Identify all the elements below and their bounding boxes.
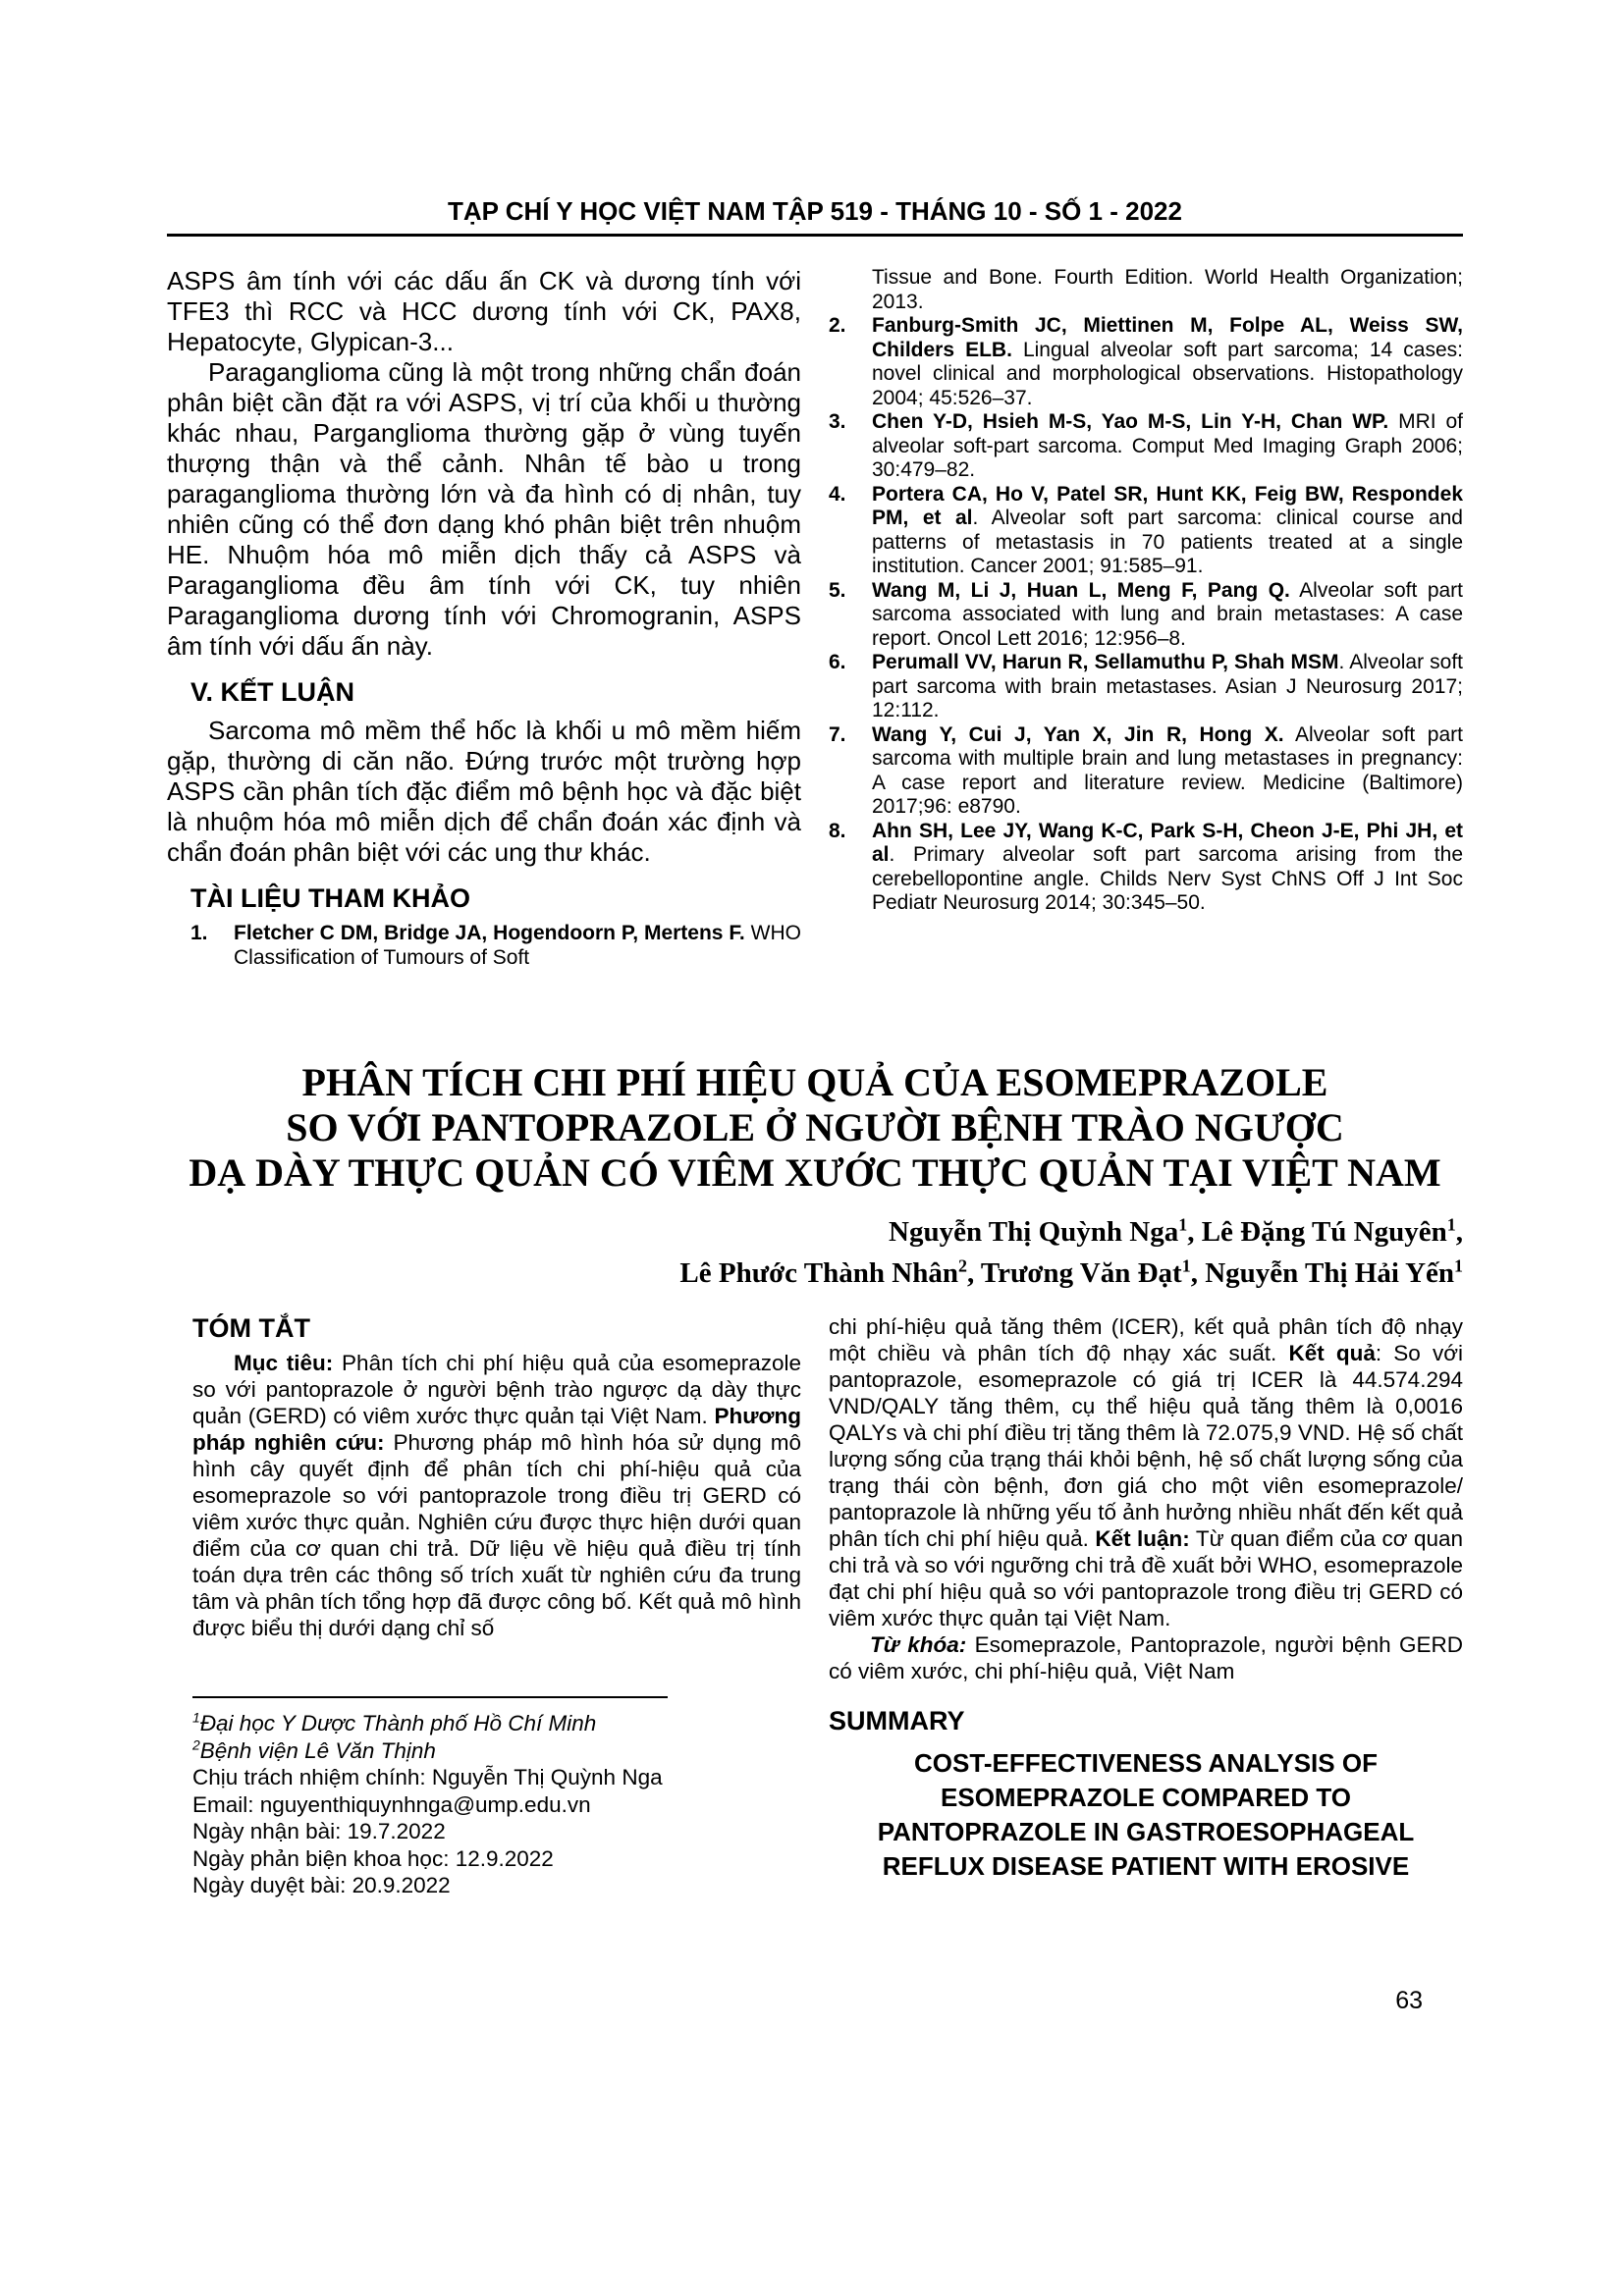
- reference-item: [829, 483, 1463, 579]
- reference-text: Wang Y, Cui J, Yan X, Jin R, Hong X. Alveolar soft part sarcoma with multiple brain and lung metastases in pregnancy: A case report and literature review. Medicine (Baltimore) 2017;96: e8790.: [872, 722, 1463, 818]
- references-list-right: [829, 266, 1463, 916]
- article2-title: [167, 1060, 1463, 1196]
- references-heading: TÀI LIỆU THAM KHẢO: [190, 883, 470, 913]
- article1-columns: [167, 266, 1463, 970]
- reference-text: Portera CA, Ho V, Patel SR, Hunt KK, Feig BW, Respondek PM, et al. Alveolar soft part sarcoma: clinical course and patterns of metastasis in 70 patients treated at a single institution. Cancer 2001; 91:585–91.: [872, 482, 1463, 577]
- abstract-paragraph-right: chi phí-hiệu quả tăng thêm (ICER), kết quả phân tích độ nhạy một chiều và phân tích độ nhạy xác suất. Kết quả: So với pantoprazole, esomeprazole có giá trị ICER là 44.574.294 VND/QALY tăng thêm, cụ thể hiệu quả tăng thêm là 0,0016 QALYs và chi phí điều trị tăng thêm là 72.075,9 VND. Hệ số chất lượng sống của trạng thái khỏi bệnh, hệ số chất lượng sống của trạng thái còn bệnh, đơn giá cho một viên esomeprazole/ pantoprazole là những yếu tố ảnh hưởng nhiều nhất đến kết quả phân tích chi phí hiệu quả. Kết luận: Từ quan điểm của cơ quan chi trả và so với ngưỡng chi trả đề xuất bởi WHO, esomeprazole đạt chi phí hiệu quả so với pantoprazole trong điều trị GERD có viêm xước thực quản tại Việt Nam.: [829, 1314, 1463, 1630]
- footnote-line: Ngày nhận bài: 19.7.2022: [192, 1819, 446, 1843]
- article2-title-line: PHÂN TÍCH CHI PHÍ HIỆU QUẢ CỦA ESOMEPRAZOLE: [301, 1060, 1328, 1104]
- reference-item: [829, 314, 1463, 410]
- article2-columns: [167, 1313, 1463, 1899]
- reference-item: [829, 410, 1463, 483]
- reference-item: [829, 723, 1463, 820]
- reference-text: Wang M, Li J, Huan L, Meng F, Pang Q. Alveolar soft part sarcoma associated with lung and brain metastases: A case report. Oncol Lett 2016; 12:956–8.: [872, 578, 1464, 650]
- journal-header: TẠP CHÍ Y HỌC VIỆT NAM TẬP 519 - THÁNG 10 - SỐ 1 - 2022: [167, 196, 1463, 237]
- reference-number: 3.: [829, 410, 846, 433]
- conclusion-paragraph: Sarcoma mô mềm thể hốc là khối u mô mềm hiếm gặp, thường di căn não. Đứng trước một trường hợp ASPS cần phân tích đặc điểm mô bệnh học và đặc biệt là nhuộm hóa mô miễn dịch để chẩn đoán xác định và chẩn đoán phân biệt với các ung thư khác.: [167, 716, 801, 867]
- reference-text: Ahn SH, Lee JY, Wang K-C, Park S-H, Cheon J-E, Phi JH, et al. Primary alveolar soft part sarcoma arising from the cerebellopontine angle. Childs Nerv Syst ChNS Off J Int Soc Pediatr Neurosurg 2014; 30:345–50.: [872, 819, 1463, 914]
- article2-title-line: DẠ DÀY THỰC QUẢN CÓ VIÊM XƯỚC THỰC QUẢN TẠI VIỆT NAM: [189, 1150, 1441, 1195]
- footnote-line: Ngày phản biện khoa học: 12.9.2022: [192, 1845, 554, 1871]
- footnote-block: [192, 1696, 801, 1899]
- footnote-line: $^2$Bệnh viện Lê Văn Thịnh: [192, 1736, 436, 1763]
- article1-right-column: [829, 266, 1463, 970]
- summary-title-line: REFLUX DISEASE PATIENT WITH EROSIVE: [882, 1851, 1410, 1881]
- reference-number: 1.: [190, 922, 208, 944]
- reference-number: 4.: [829, 482, 846, 506]
- footnotes-list: [192, 1710, 801, 1899]
- abstract-paragraph-left: Mục tiêu: Phân tích chi phí hiệu quả của esomeprazole so với pantoprazole ở người bệnh trào ngược dạ dày thực quản (GERD) có viêm xước thực quản tại Việt Nam. Phương pháp nghiên cứu: Phương pháp mô hình hóa sử dụng mô hình cây quyết định để phân tích chi phí-hiệu quả của esomeprazole so với pantoprazole trong điều trị GERD có viêm xước thực quản. Nghiên cứu được thực hiện dưới quan điểm của cơ quan chi trả. Dữ liệu về hiệu quả điều trị tính toán dựa trên các thông số trích xuất từ nghiên cứu đa trung tâm và phân tích tổng hợp đã được công bố. Kết quả mô hình được biểu thị dưới dạng chỉ số: [192, 1351, 802, 1640]
- keywords-paragraph: Từ khóa: Esomeprazole, Pantoprazole, người bệnh GERD có viêm xước, chi phí-hiệu quả, Việt Nam: [829, 1632, 1463, 1683]
- reference-text: Fletcher C DM, Bridge JA, Hogendoorn P, Mertens F. WHO Classification of Tumours of Soft: [234, 922, 801, 969]
- reference-text: Chen Y-D, Hsieh M-S, Yao M-S, Lin Y-H, Chan WP. MRI of alveolar soft-part sarcoma. Comput Med Imaging Graph 2006; 30:479–82.: [872, 410, 1463, 481]
- footnote-line: Email: nguyenthiquynhnga@ump.edu.vn: [192, 1791, 591, 1817]
- author-line: Nguyễn Thị Quỳnh Nga$^1$, Lê Đặng Tú Nguyên$^1$,: [889, 1214, 1463, 1248]
- article1-left-column: [167, 266, 801, 970]
- reference-number: 7.: [829, 722, 846, 746]
- reference-text: Perumall VV, Harun R, Sellamuthu P, Shah MSM. Alveolar soft part sarcoma with brain metastases. Asian J Neurosurg 2017; 12:112.: [872, 651, 1464, 721]
- summary-title-line: COST-EFFECTIVENESS ANALYSIS OF: [914, 1748, 1378, 1778]
- reference-item: [829, 651, 1463, 723]
- summary-title-line: PANTOPRAZOLE IN GASTROESOPHAGEAL: [877, 1817, 1415, 1846]
- summary-heading: SUMMARY: [829, 1706, 965, 1735]
- footnote-line: $^1$Đại học Y Dược Thành phố Hồ Chí Minh: [192, 1709, 597, 1735]
- article2-left-column: [167, 1313, 801, 1899]
- reference-text: Fanburg-Smith JC, Miettinen M, Folpe AL, Weiss SW, Childers ELB. Lingual alveolar soft part sarcoma; 14 cases: novel clinical and morphological observations. Histopathology 2004; 45:526–37.: [872, 314, 1463, 409]
- reference-text: Tissue and Bone. Fourth Edition. World Health Organization; 2013.: [872, 266, 1463, 313]
- summary-title: [829, 1746, 1463, 1884]
- references-list-left: [167, 922, 801, 970]
- footnote-line: Chịu trách nhiệm chính: Nguyễn Thị Quỳnh Nga: [192, 1765, 663, 1789]
- footnote-divider: [192, 1696, 668, 1698]
- article2-right-column: [829, 1313, 1463, 1899]
- reference-number: 8.: [829, 819, 846, 842]
- author-line: Lê Phước Thành Nhân$^2$, Trương Văn Đạt$^1$, Nguyễn Thị Hải Yến$^1$: [679, 1255, 1463, 1289]
- footnote-line: Ngày duyệt bài: 20.9.2022: [192, 1873, 451, 1897]
- summary-title-line: ESOMEPRAZOLE COMPARED TO: [941, 1783, 1351, 1812]
- reference-item: [829, 266, 1463, 314]
- reference-number: 5.: [829, 578, 846, 602]
- conclusion-heading: V. KẾT LUẬN: [190, 677, 355, 707]
- article1-paragraph-continuation: ASPS âm tính với các dấu ấn CK và dương tính với TFE3 thì RCC và HCC dương tính với CK, PAX8, Hepatocyte, Glypican-3...: [167, 266, 801, 356]
- page-number: 63: [1395, 1987, 1423, 2014]
- article2-authors: [167, 1211, 1463, 1294]
- article2-title-line: SO VỚI PANTOPRAZOLE Ở NGƯỜI BỆNH TRÀO NGƯỢC: [286, 1105, 1344, 1149]
- article1-paragraph-paraganglioma: Paraganglioma cũng là một trong những chẩn đoán phân biệt cần đặt ra với ASPS, vị trí của khối u thường khác nhau, Parganglioma thường gặp ở vùng tuyến thượng thận và thể cảnh. Nhân tế bào u trong paraganglioma thường lớn và đa hình có dị nhân, tuy nhiên cũng có thể đơn dạng khó phân biệt trên nhuộm HE. Nhuộm hóa mô miễn dịch thấy cả ASPS và Paraganglioma đều âm tính với CK, tuy nhiên Paraganglioma dương tính với Chromogranin, ASPS âm tính với dấu ấn này.: [167, 357, 801, 661]
- reference-item: [190, 922, 801, 970]
- reference-number: 6.: [829, 651, 846, 673]
- abstract-heading: TÓM TẮT: [192, 1313, 310, 1343]
- reference-item: [829, 579, 1463, 652]
- reference-number: 2.: [829, 314, 846, 337]
- reference-item: [829, 820, 1463, 916]
